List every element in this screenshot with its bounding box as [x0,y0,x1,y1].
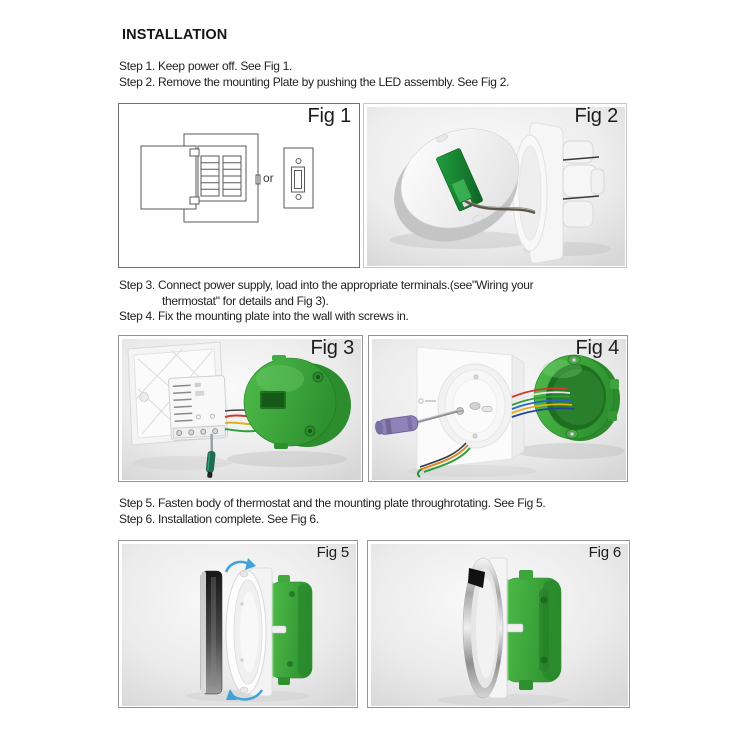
step-2-text: Step 2. Remove the mounting Plate by pushing the LED assembly. See Fig 2. [119,74,510,89]
step-6-text: Step 6. Installation complete. See Fig 6. [119,511,319,526]
page-title: INSTALLATION [122,27,228,43]
figure-4-panel [368,335,628,482]
figure-2-label: Fig 2 [574,105,618,127]
screw-fixing-render [372,339,626,480]
fasten-rotation-render [122,544,356,706]
thermostat-disassembly-render [367,107,625,266]
mounting-plate-front [417,347,524,469]
display-side-view [201,571,222,694]
figure-2-panel [363,103,627,268]
wall-junction-box [270,575,312,685]
chrome-bezel-side-view [463,558,503,698]
steps-block-3 [119,496,545,527]
wall-junction-box [503,570,561,690]
figure-5-panel [118,540,358,708]
figure-1-panel [118,103,360,268]
power-module [168,376,227,441]
round-mounting-plate [226,570,266,694]
figure-3-label: Fig 3 [310,337,354,359]
step-1-text: Step 1. Keep power off. See Fig 1. [119,59,293,73]
figure-6-label: Fig 6 [588,544,621,561]
step-5-text: Step 5. Fasten body of thermostat and the mounting plate throughrotating. See Fig 5. [119,496,546,510]
figure-6-panel [367,540,630,708]
step-3-text-line-1: Step 3. Connect power supply, load into the appropriate terminals.(see"Wiring your [119,278,534,292]
or-label: or [263,171,274,185]
steps-block-2 [119,278,533,325]
breaker-panel-drawing [141,134,260,222]
figure-1-label: Fig 1 [307,105,351,127]
step-3-text-line-2: thermostat" for details and Fig 3). [162,293,329,308]
figure-5-label: Fig 5 [316,544,349,561]
figure-3-panel [118,335,363,482]
wiring-terminals-render [122,339,361,480]
light-switch-drawing [284,148,313,208]
steps-block-1 [119,59,509,90]
step-4-text: Step 4. Fix the mounting plate into the wall with screws in. [119,309,409,323]
figure-4-label: Fig 4 [575,337,619,359]
installation-complete-render [371,544,628,706]
breaker-panel-and-switch-drawing [119,104,359,267]
